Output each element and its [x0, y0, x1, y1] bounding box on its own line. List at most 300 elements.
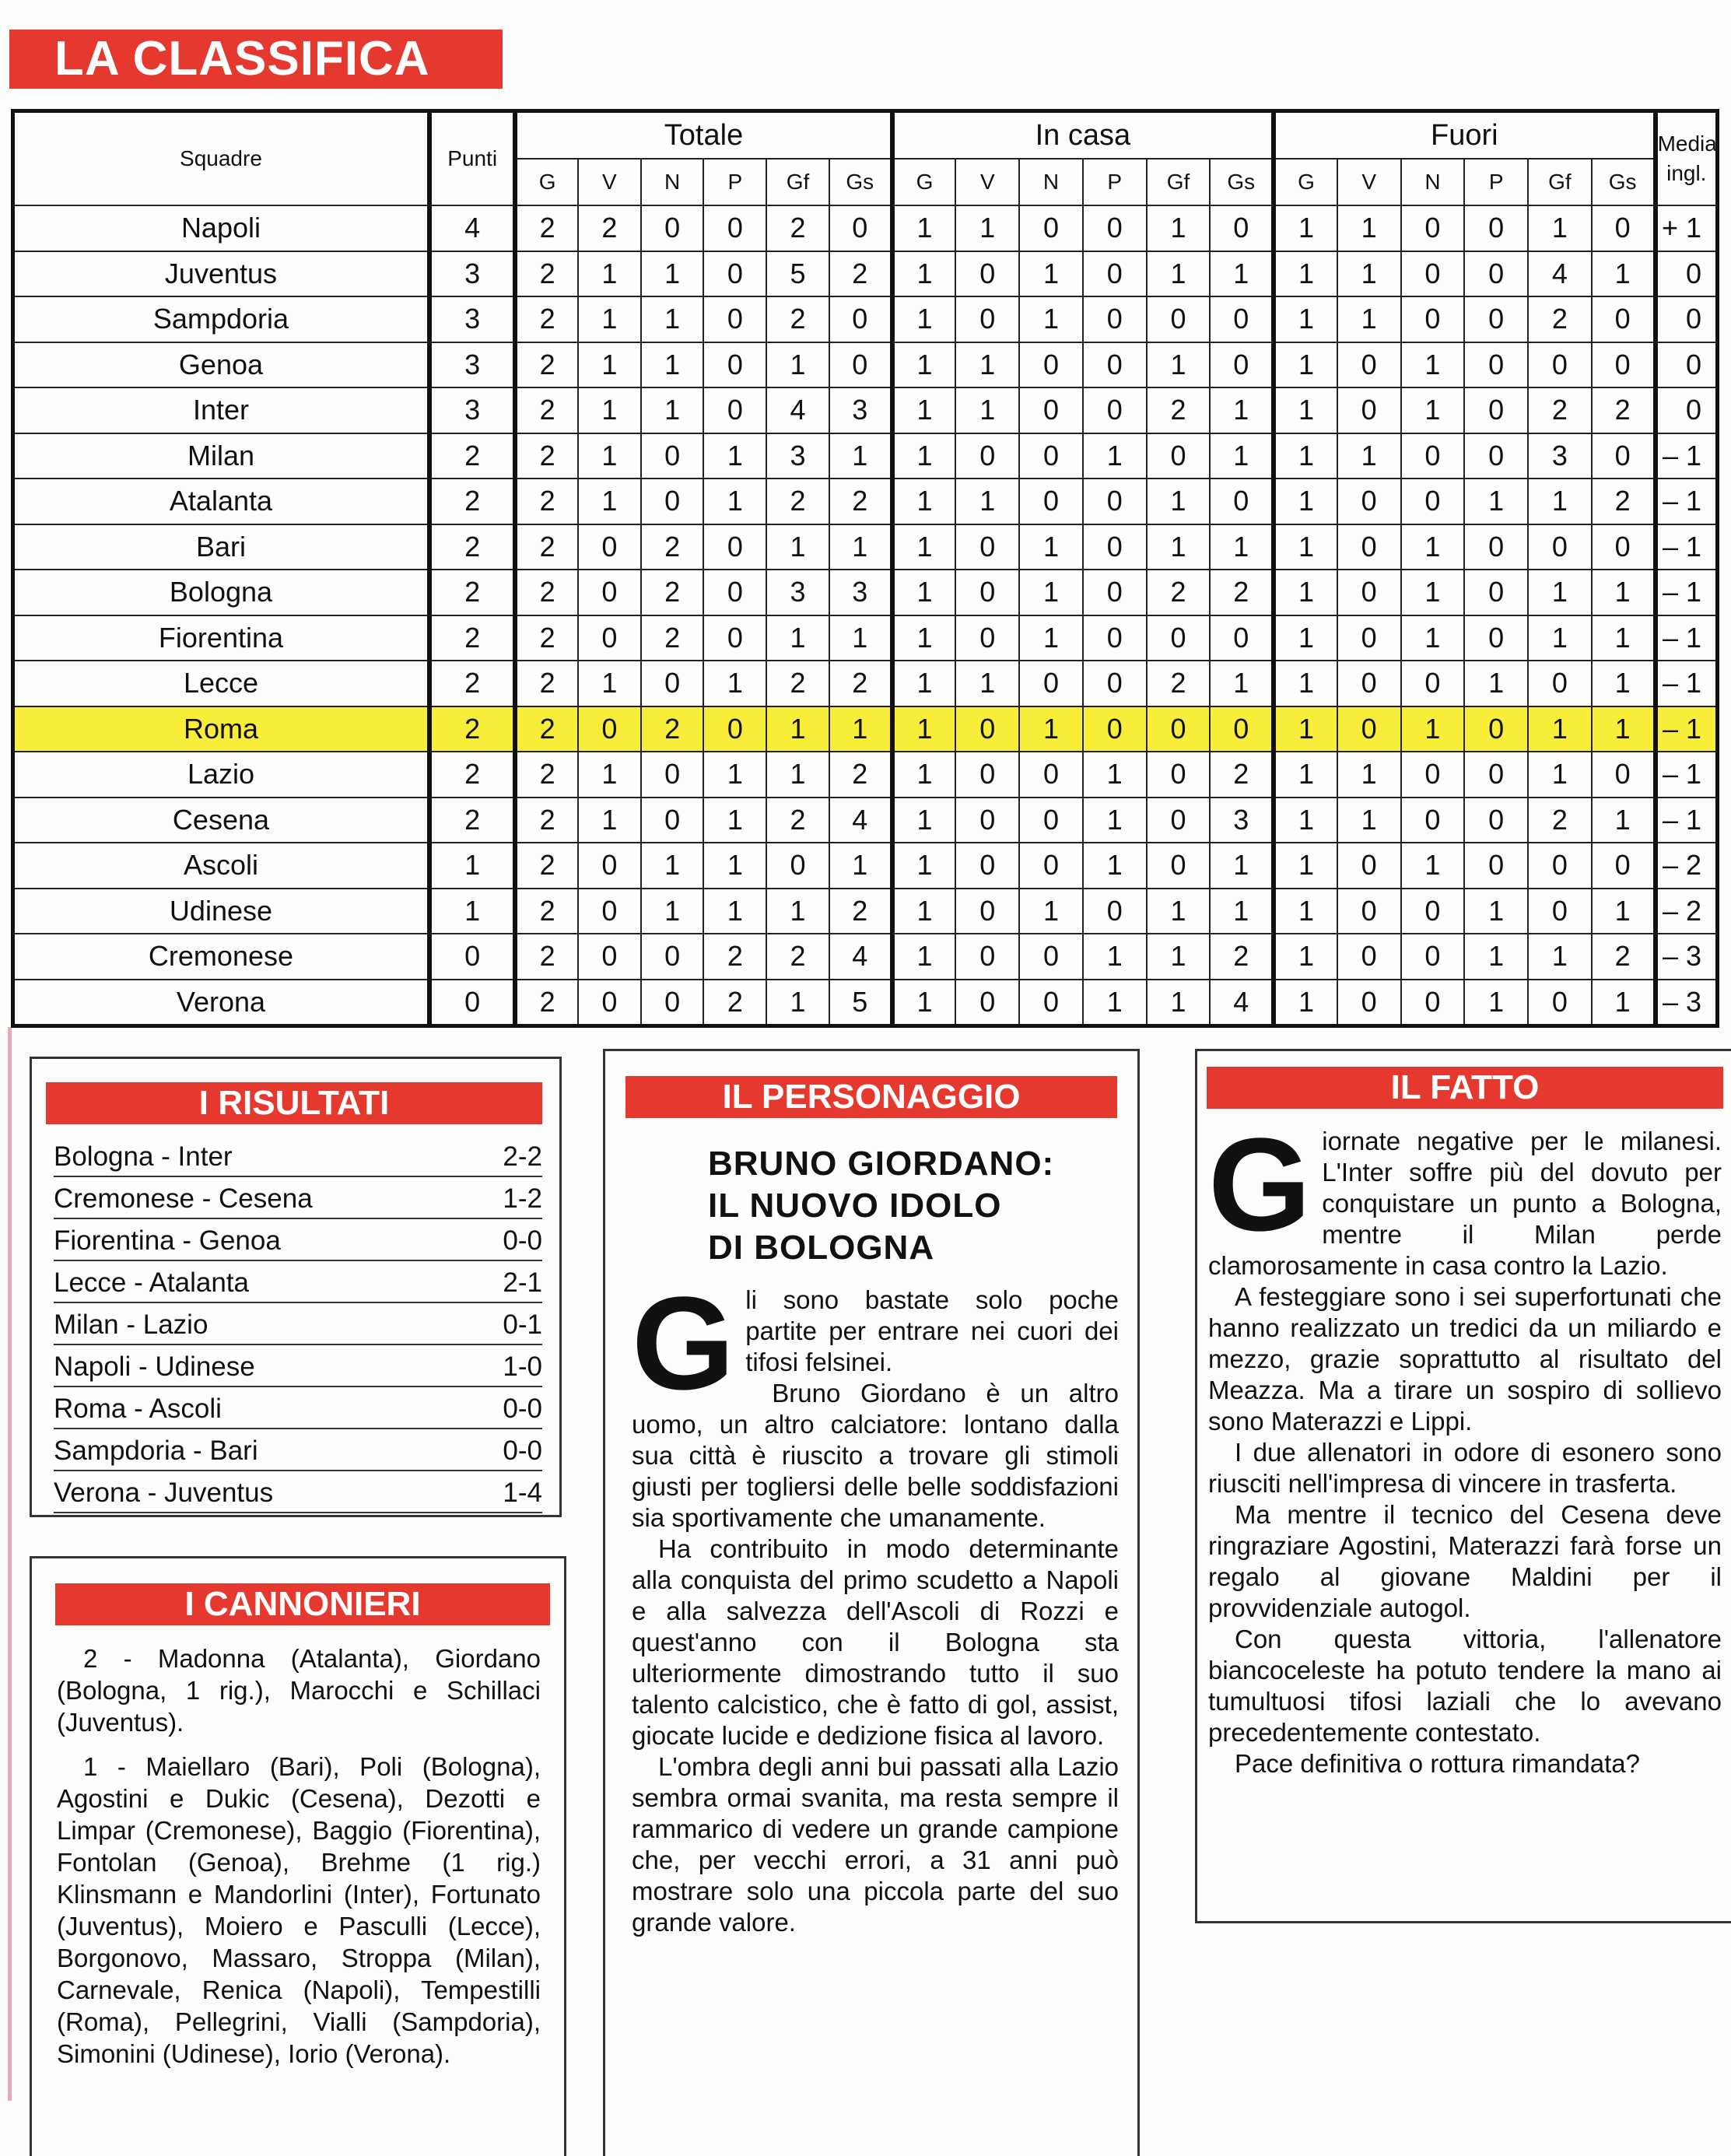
team-name: Bologna: [13, 570, 429, 615]
result-row: [54, 1305, 542, 1345]
stat-cell: 1: [703, 798, 766, 843]
stat-cell: 2: [515, 934, 578, 980]
stat-cell: 0: [703, 342, 766, 388]
stat-cell: 0: [1210, 296, 1274, 342]
column-header: Gs: [829, 159, 892, 205]
media-inglese-cell: – 1: [1656, 524, 1718, 570]
stat-cell: 1: [892, 615, 956, 661]
match-score: 2-2: [503, 1141, 542, 1172]
stat-cell: 1: [578, 798, 641, 843]
stat-cell: 1: [892, 205, 956, 251]
stat-cell: 1: [1274, 387, 1337, 433]
table-row: [13, 661, 1718, 706]
table-row: [13, 296, 1718, 342]
stat-cell: 2: [515, 251, 578, 297]
stat-cell: 0: [1083, 615, 1147, 661]
stat-cell: 3: [766, 570, 829, 615]
stat-cell: 1: [892, 889, 956, 934]
match-name: Lecce - Atalanta: [54, 1267, 249, 1298]
stat-cell: 2: [829, 251, 892, 297]
stat-cell: 2: [1210, 752, 1274, 798]
stat-cell: 1: [703, 843, 766, 889]
stat-cell: 1: [641, 342, 704, 388]
stat-cell: 1: [1528, 205, 1592, 251]
stat-cell: 0: [766, 843, 829, 889]
team-name: Ascoli: [13, 843, 429, 889]
stat-cell: 3: [829, 387, 892, 433]
stat-cell: 0: [1464, 706, 1528, 752]
result-row: [54, 1221, 542, 1261]
team-name: Cremonese: [13, 934, 429, 980]
media-header-line2: ingl.: [1666, 161, 1707, 185]
result-row: [54, 1431, 542, 1471]
stat-cell: 1: [1210, 843, 1274, 889]
stat-cell: 0: [1210, 205, 1274, 251]
stat-cell: 0: [1147, 433, 1211, 479]
stat-cell: 0: [1401, 798, 1465, 843]
stat-cell: 1: [1210, 661, 1274, 706]
stat-cell: 0: [703, 524, 766, 570]
stat-cell: 1: [1019, 615, 1083, 661]
stat-cell: 1: [1210, 889, 1274, 934]
stat-cell: 1: [1274, 661, 1337, 706]
stat-cell: 2: [1147, 387, 1211, 433]
media-inglese-cell: 0: [1656, 342, 1718, 388]
stat-cell: 1: [1592, 706, 1656, 752]
stat-cell: 1: [1274, 524, 1337, 570]
table-row: [13, 934, 1718, 980]
stat-cell: 0: [955, 524, 1019, 570]
stat-cell: 0: [641, 205, 704, 251]
stat-cell: 0: [1401, 934, 1465, 980]
stat-cell: 3: [766, 433, 829, 479]
stat-cell: 0: [1401, 889, 1465, 934]
headline-line-1: BRUNO GIORDANO:: [708, 1145, 1055, 1183]
stat-cell: 1: [892, 570, 956, 615]
stat-cell: 0: [1464, 251, 1528, 297]
stat-cell: 1: [766, 752, 829, 798]
team-name: Milan: [13, 433, 429, 479]
stat-cell: 1: [892, 342, 956, 388]
stat-cell: 0: [955, 433, 1019, 479]
points-cell: 2: [429, 433, 515, 479]
stat-cell: 1: [1528, 570, 1592, 615]
stat-cell: 1: [1401, 342, 1465, 388]
stat-cell: 0: [1337, 843, 1401, 889]
stat-cell: 1: [892, 251, 956, 297]
stat-cell: 1: [578, 433, 641, 479]
stat-cell: 1: [829, 843, 892, 889]
stat-cell: 1: [703, 433, 766, 479]
stat-cell: 2: [766, 205, 829, 251]
media-inglese-cell: 0: [1656, 251, 1718, 297]
stat-cell: 2: [829, 752, 892, 798]
stat-cell: 0: [1210, 342, 1274, 388]
stat-cell: 2: [515, 980, 578, 1026]
table-row: [13, 889, 1718, 934]
stat-cell: 0: [1147, 615, 1211, 661]
stat-cell: 2: [829, 889, 892, 934]
stat-cell: 0: [955, 934, 1019, 980]
stat-cell: 1: [1147, 205, 1211, 251]
stat-cell: 1: [1083, 980, 1147, 1026]
stat-cell: 0: [1592, 296, 1656, 342]
stat-cell: 1: [1019, 570, 1083, 615]
stat-cell: 1: [1019, 524, 1083, 570]
media-inglese-cell: – 1: [1656, 798, 1718, 843]
table-row: [13, 387, 1718, 433]
stat-cell: 0: [578, 843, 641, 889]
team-name: Napoli: [13, 205, 429, 251]
media-inglese-cell: – 1: [1656, 615, 1718, 661]
points-cell: 4: [429, 205, 515, 251]
column-header: Gf: [766, 159, 829, 205]
stat-cell: 1: [641, 387, 704, 433]
stat-cell: 0: [1464, 342, 1528, 388]
points-cell: 2: [429, 615, 515, 661]
stat-cell: 0: [1083, 296, 1147, 342]
match-name: Bologna - Inter: [54, 1141, 233, 1172]
stat-cell: 0: [1401, 661, 1465, 706]
article-paragraph: Pace definitiva o rottura rimandata?: [1235, 1749, 1640, 1778]
stat-cell: 0: [578, 524, 641, 570]
article-paragraph: Bruno Giordano è un altro uomo, un altro calciatore: lontano dalla sua città è riuscito a trovare gli stimoli giusti per togliersi delle belle soddisfazioni sia sportivamente che umanamente.: [632, 1379, 1119, 1532]
stat-cell: 1: [1528, 934, 1592, 980]
media-inglese-cell: 0: [1656, 387, 1718, 433]
stat-cell: 2: [1528, 296, 1592, 342]
stat-cell: 2: [515, 889, 578, 934]
headline-line-2: IL NUOVO IDOLO: [708, 1187, 1002, 1225]
stat-cell: 0: [703, 570, 766, 615]
stat-cell: 1: [1401, 524, 1465, 570]
stat-cell: 1: [955, 342, 1019, 388]
stat-cell: 0: [1464, 387, 1528, 433]
stat-cell: 1: [1274, 205, 1337, 251]
scorers-text: [57, 1642, 541, 2070]
stat-cell: 0: [703, 387, 766, 433]
stat-cell: 1: [892, 479, 956, 524]
dropcap-letter: G: [632, 1270, 735, 1418]
match-score: 0-0: [503, 1225, 542, 1256]
stat-cell: 1: [892, 296, 956, 342]
column-header: G: [1274, 159, 1337, 205]
stat-cell: 1: [1274, 433, 1337, 479]
points-cell: 0: [429, 980, 515, 1026]
result-row: [54, 1179, 542, 1219]
article-paragraph: Con questa vittoria, l'allenatore biancoceleste ha potuto tendere la mano ai tumultuosi tifosi laziali che lo avevano precedentemente contestato.: [1208, 1625, 1722, 1747]
stat-cell: 1: [892, 387, 956, 433]
stat-cell: 1: [1210, 524, 1274, 570]
stat-cell: 1: [1210, 433, 1274, 479]
stat-cell: 1: [1147, 934, 1211, 980]
stat-cell: 2: [829, 661, 892, 706]
match-name: Napoli - Udinese: [54, 1351, 255, 1382]
result-row: [54, 1263, 542, 1303]
points-cell: 2: [429, 661, 515, 706]
stat-cell: 0: [703, 615, 766, 661]
stat-cell: 1: [1337, 752, 1401, 798]
stat-cell: 1: [892, 752, 956, 798]
stat-cell: 1: [1083, 752, 1147, 798]
stat-cell: 1: [1274, 296, 1337, 342]
stat-cell: 0: [703, 205, 766, 251]
stat-cell: 0: [1337, 934, 1401, 980]
stat-cell: 1: [1592, 615, 1656, 661]
results-title: I RISULTATI: [46, 1082, 542, 1124]
stat-cell: 2: [515, 479, 578, 524]
stat-cell: 0: [1401, 296, 1465, 342]
stat-cell: 0: [1592, 524, 1656, 570]
column-header: P: [1464, 159, 1528, 205]
scorers-title: I CANNONIERI: [55, 1583, 550, 1625]
stat-cell: 0: [641, 752, 704, 798]
team-column-header: Squadre: [13, 111, 429, 206]
stat-cell: 2: [766, 479, 829, 524]
stat-cell: 0: [1337, 706, 1401, 752]
match-score: 1-0: [503, 1351, 542, 1382]
stat-cell: 1: [955, 661, 1019, 706]
stat-cell: 2: [703, 934, 766, 980]
table-row: [13, 798, 1718, 843]
fatto-title: IL FATTO: [1207, 1067, 1723, 1109]
article-paragraph: L'ombra degli anni bui passati alla Lazio sembra ormai svanita, ma resta sempre il rammarico di vedere un grande campione che, per vecchi errori, a 31 anni può mostrare solo una piccola parte del suo grande valore.: [632, 1752, 1119, 1937]
media-inglese-cell: – 2: [1656, 843, 1718, 889]
stat-cell: 0: [1337, 479, 1401, 524]
stat-cell: 4: [1528, 251, 1592, 297]
team-name: Roma: [13, 706, 429, 752]
stat-cell: 1: [1401, 706, 1465, 752]
stat-cell: 1: [1401, 570, 1465, 615]
stat-cell: 0: [578, 934, 641, 980]
stat-cell: 0: [1337, 889, 1401, 934]
stat-cell: 0: [1337, 342, 1401, 388]
stat-cell: 0: [1401, 205, 1465, 251]
stat-cell: 1: [1274, 843, 1337, 889]
stat-cell: 1: [1528, 615, 1592, 661]
stat-cell: 1: [829, 615, 892, 661]
points-cell: 2: [429, 752, 515, 798]
scorers-one-goal: 1 - Maiellaro (Bari), Poli (Bologna), Agostini e Dukic (Cesena), Dezotti e Limpar (Cremonese), Baggio (Fiorentina), Fontolan (Genoa), Brehme (1 rig.) Klinsmann e Mandorlini (Inter), Fortunato (Juventus), Moiero e Pasculli (Lecce), Borgonovo, Massaro, Stroppa (Milan), Carnevale, Renica (Napoli), Tempestilli (Roma), Pellegrini, Vialli (Sampdoria), Simonini (Udinese), Iorio (Verona).: [57, 1752, 541, 2068]
media-inglese-cell: – 1: [1656, 706, 1718, 752]
stat-cell: 0: [641, 661, 704, 706]
team-name: Lazio: [13, 752, 429, 798]
stat-cell: 1: [1337, 205, 1401, 251]
stat-cell: 1: [1592, 798, 1656, 843]
stat-cell: 2: [641, 570, 704, 615]
points-cell: 2: [429, 706, 515, 752]
media-inglese-cell: – 3: [1656, 980, 1718, 1026]
match-name: Fiorentina - Genoa: [54, 1225, 281, 1256]
stat-cell: 0: [1210, 479, 1274, 524]
article-paragraph: li sono bastate solo poche partite per entrare nei cuori dei tifosi felsinei.: [745, 1285, 1119, 1376]
stat-cell: 0: [1019, 934, 1083, 980]
stat-cell: 0: [641, 479, 704, 524]
stat-cell: 1: [1274, 251, 1337, 297]
column-header: N: [1401, 159, 1465, 205]
media-inglese-cell: – 1: [1656, 433, 1718, 479]
stat-cell: 1: [1464, 661, 1528, 706]
stat-cell: 1: [641, 843, 704, 889]
article-paragraph: Ha contribuito in modo determinante alla conquista del primo scudetto a Napoli e alla salvezza dell'Ascoli di Rozzi e quest'anno con il Bologna sta ulteriormente dimostrando tutto il suo talento calcistico, che è fatto di gol, assist, giocate lucide e dedizione fisica al lavoro.: [632, 1534, 1119, 1750]
stat-cell: 1: [1147, 524, 1211, 570]
stat-cell: 2: [1592, 479, 1656, 524]
points-cell: 0: [429, 934, 515, 980]
stat-cell: 1: [1528, 479, 1592, 524]
article-paragraph: Ma mentre il tecnico del Cesena deve ringraziare Agostini, Materazzi farà forse un regalo al giovane Maldini per il provvidenziale autogol.: [1208, 1500, 1722, 1622]
media-inglese-cell: + 1: [1656, 205, 1718, 251]
stat-cell: 0: [1019, 661, 1083, 706]
team-name: Verona: [13, 980, 429, 1026]
standings-table: [11, 109, 1719, 1028]
stat-cell: 0: [1210, 615, 1274, 661]
table-row: [13, 706, 1718, 752]
column-header: N: [641, 159, 704, 205]
points-cell: 1: [429, 889, 515, 934]
stat-cell: 2: [515, 752, 578, 798]
team-name: Udinese: [13, 889, 429, 934]
stat-cell: 0: [1464, 752, 1528, 798]
stat-cell: 0: [703, 251, 766, 297]
stat-cell: 4: [829, 934, 892, 980]
stat-cell: 0: [1083, 205, 1147, 251]
stat-cell: 1: [955, 387, 1019, 433]
stat-cell: 0: [1528, 980, 1592, 1026]
stat-cell: 0: [578, 889, 641, 934]
stat-cell: 0: [578, 706, 641, 752]
stat-cell: 0: [955, 251, 1019, 297]
stat-cell: 1: [1274, 752, 1337, 798]
stat-cell: 1: [1019, 296, 1083, 342]
team-name: Cesena: [13, 798, 429, 843]
stat-cell: 1: [1147, 342, 1211, 388]
stat-cell: 0: [1401, 251, 1465, 297]
stat-cell: 0: [1592, 433, 1656, 479]
stat-cell: 0: [1147, 706, 1211, 752]
stat-cell: 1: [1464, 980, 1528, 1026]
stat-cell: 0: [1083, 524, 1147, 570]
stat-cell: 1: [578, 752, 641, 798]
stat-cell: 1: [1337, 251, 1401, 297]
stat-cell: 1: [1274, 706, 1337, 752]
stat-cell: 2: [515, 615, 578, 661]
stat-cell: 2: [515, 798, 578, 843]
stat-cell: 2: [1210, 934, 1274, 980]
stat-cell: 1: [766, 889, 829, 934]
points-cell: 3: [429, 387, 515, 433]
stat-cell: 1: [578, 479, 641, 524]
column-header: V: [955, 159, 1019, 205]
stat-cell: 0: [1592, 205, 1656, 251]
stat-cell: 0: [1528, 342, 1592, 388]
points-cell: 2: [429, 570, 515, 615]
points-cell: 2: [429, 524, 515, 570]
stat-cell: 0: [1528, 524, 1592, 570]
result-row: [54, 1137, 542, 1177]
stat-cell: 2: [515, 843, 578, 889]
match-name: Verona - Juventus: [54, 1478, 274, 1508]
stat-cell: 0: [1337, 980, 1401, 1026]
article-paragraph: iornate negative per le milanesi. L'Inter soffre più del dovuto per conquistare un punto a Bologna, mentre il Milan perde clamorosamente in casa contro la Lazio.: [1208, 1127, 1722, 1280]
stat-cell: 1: [578, 661, 641, 706]
stat-cell: 0: [955, 706, 1019, 752]
stat-cell: 1: [1592, 251, 1656, 297]
stat-cell: 2: [578, 205, 641, 251]
points-cell: 3: [429, 342, 515, 388]
result-row: [54, 1347, 542, 1387]
stat-cell: 2: [515, 706, 578, 752]
stat-cell: 2: [515, 570, 578, 615]
media-inglese-cell: – 3: [1656, 934, 1718, 980]
match-score: 1-2: [503, 1183, 542, 1214]
dropcap-letter: G: [1208, 1111, 1312, 1259]
headline-line-3: DI BOLOGNA: [708, 1229, 935, 1267]
fatto-article: [1208, 1111, 1722, 1779]
stat-cell: 1: [703, 889, 766, 934]
media-inglese-cell: 0: [1656, 296, 1718, 342]
stat-cell: 1: [1528, 706, 1592, 752]
table-row: [13, 524, 1718, 570]
stat-cell: 0: [1083, 661, 1147, 706]
stat-cell: 0: [703, 296, 766, 342]
stat-cell: 2: [515, 205, 578, 251]
stat-cell: 1: [1337, 433, 1401, 479]
stat-cell: 0: [1464, 570, 1528, 615]
stat-cell: 0: [641, 980, 704, 1026]
points-cell: 2: [429, 798, 515, 843]
stat-cell: 5: [766, 251, 829, 297]
stat-cell: 0: [1337, 615, 1401, 661]
stat-cell: 0: [578, 615, 641, 661]
table-row: [13, 251, 1718, 297]
stat-cell: 0: [1019, 479, 1083, 524]
stat-cell: 0: [955, 615, 1019, 661]
stat-cell: 1: [892, 433, 956, 479]
stat-cell: 3: [1528, 433, 1592, 479]
column-header: V: [578, 159, 641, 205]
stat-cell: 1: [1147, 980, 1211, 1026]
points-cell: 1: [429, 843, 515, 889]
stat-cell: 1: [1274, 342, 1337, 388]
stat-cell: 3: [1210, 798, 1274, 843]
stat-cell: 0: [955, 980, 1019, 1026]
stat-cell: 0: [1464, 296, 1528, 342]
stat-cell: 2: [641, 706, 704, 752]
stat-cell: 1: [1528, 752, 1592, 798]
scorers-box: [30, 1556, 566, 2156]
stat-cell: 1: [1274, 889, 1337, 934]
stat-cell: 0: [829, 296, 892, 342]
stat-cell: 0: [641, 798, 704, 843]
stat-cell: 1: [1464, 889, 1528, 934]
stat-cell: 1: [1337, 296, 1401, 342]
stat-cell: 1: [1592, 661, 1656, 706]
stat-cell: 2: [515, 433, 578, 479]
team-name: Inter: [13, 387, 429, 433]
stat-cell: 1: [829, 524, 892, 570]
stat-cell: 1: [1464, 934, 1528, 980]
media-inglese-cell: – 1: [1656, 570, 1718, 615]
match-name: Roma - Ascoli: [54, 1394, 222, 1424]
stat-cell: 0: [1401, 479, 1465, 524]
stat-cell: 1: [1401, 387, 1465, 433]
table-header-row: [13, 111, 1718, 160]
stat-cell: 1: [829, 706, 892, 752]
stat-cell: 1: [1019, 251, 1083, 297]
stat-cell: 0: [1083, 342, 1147, 388]
table-row: [13, 752, 1718, 798]
stat-cell: 0: [1464, 205, 1528, 251]
stat-cell: 0: [1528, 661, 1592, 706]
